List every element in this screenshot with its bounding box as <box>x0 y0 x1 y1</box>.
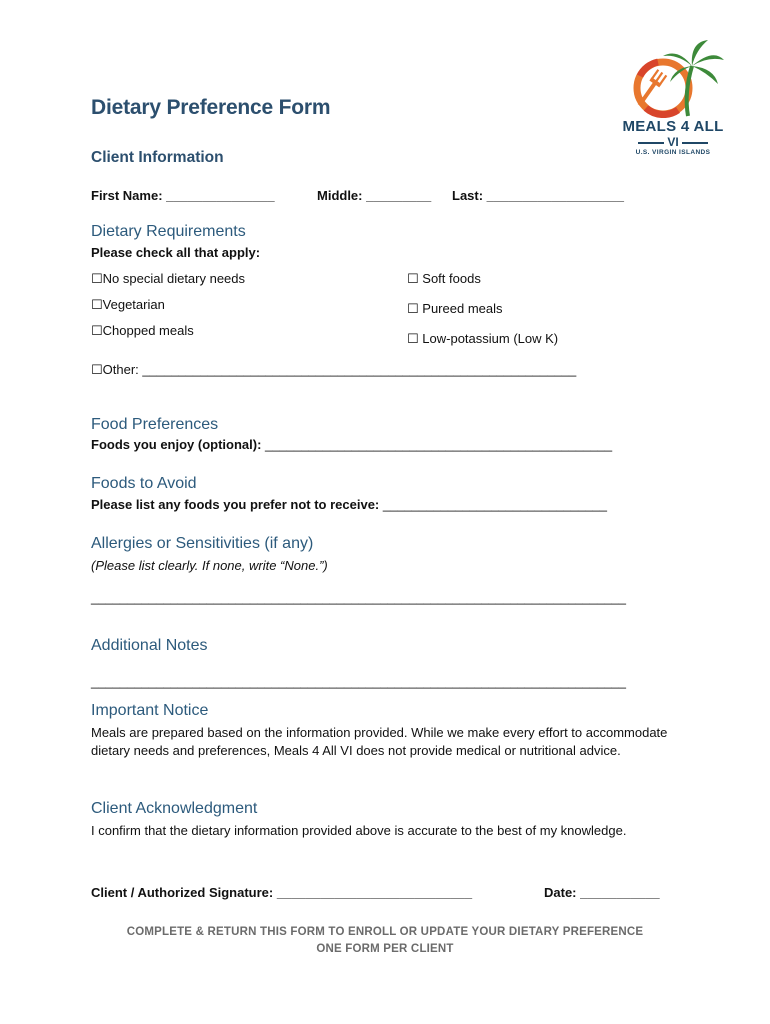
notes-heading: Additional Notes <box>91 637 208 654</box>
food-prefs-prompt: Foods you enjoy (optional): <box>91 437 266 452</box>
food-prefs-heading: Food Preferences <box>91 416 219 433</box>
checkbox-icon[interactable]: ☐ <box>407 272 419 287</box>
allergies-note: (Please list clearly. If none, write “None.”) <box>91 558 328 573</box>
checkbox-icon[interactable]: ☐ <box>91 324 103 339</box>
checkbox-icon[interactable]: ☐ <box>91 363 103 378</box>
option-pureed-meals[interactable] <box>407 301 503 317</box>
option-label: Vegetarian <box>102 297 165 312</box>
option-chopped-meals[interactable] <box>91 323 194 339</box>
option-label: Pureed meals <box>422 301 503 316</box>
option-label: No special dietary needs <box>102 271 246 286</box>
logo-tagline: U.S. VIRGIN ISLANDS <box>635 149 711 156</box>
avoid-line[interactable]: _______________________________ <box>382 497 608 512</box>
allergies-line[interactable]: __________________________________________________________________________ <box>91 590 627 605</box>
ack-body: I confirm that the dietary information provided above is accurate to the best of my knowledge. <box>91 823 627 838</box>
checkbox-icon[interactable]: ☐ <box>407 302 419 317</box>
logo-vi: VI <box>667 135 679 149</box>
option-low-potassium[interactable] <box>407 331 558 347</box>
option-vegetarian[interactable] <box>91 297 165 313</box>
notes-line[interactable]: __________________________________________________________________________ <box>91 674 627 689</box>
option-label: Soft foods <box>422 271 481 286</box>
option-no-special-needs[interactable] <box>91 271 245 287</box>
avoid-prompt: Please list any foods you prefer not to receive: <box>91 497 383 512</box>
avoid-row[interactable] <box>91 497 607 512</box>
logo-vi-row <box>618 136 728 150</box>
date-field[interactable]: Date: ___________ <box>544 885 660 900</box>
signature-field[interactable]: Client / Authorized Signature: ___________________________ <box>91 885 473 900</box>
option-label: Low-potassium (Low K) <box>422 331 559 346</box>
food-prefs-line[interactable]: ________________________________________________ <box>265 437 613 452</box>
logo-name: MEALS 4 ALL <box>622 118 724 135</box>
notice-heading: Important Notice <box>91 702 209 719</box>
client-info-heading: Client Information <box>91 149 224 166</box>
first-name-field[interactable]: First Name: _______________ <box>91 188 275 203</box>
last-name-field[interactable]: Last: ___________________ <box>452 188 625 203</box>
footer-note: ONE FORM PER CLIENT <box>316 943 454 955</box>
notice-body: Meals are prepared based on the information provided. While we make every effort to accommodate dietary needs and preferences, Meals 4 All VI does not provide medical or nutritional advice. <box>91 725 668 758</box>
logo-rule-right <box>682 142 708 144</box>
checkbox-icon[interactable]: ☐ <box>91 298 103 313</box>
other-field[interactable]: Other: ____________________________________________________________ <box>102 362 577 377</box>
meals-4-all-logo <box>618 38 728 163</box>
palm-plate-fork-icon <box>618 38 728 118</box>
avoid-heading: Foods to Avoid <box>91 475 197 492</box>
checkbox-icon[interactable]: ☐ <box>407 332 419 347</box>
footer-instruction: COMPLETE & RETURN THIS FORM TO ENROLL OR UPDATE YOUR DIETARY PREFERENCE <box>126 926 644 938</box>
option-soft-foods[interactable] <box>407 271 481 287</box>
option-other[interactable] <box>91 362 576 378</box>
checkbox-icon[interactable]: ☐ <box>91 272 103 287</box>
dietary-heading: Dietary Requirements <box>91 223 246 240</box>
middle-name-field[interactable]: Middle: _________ <box>317 188 432 203</box>
page-title: Dietary Preference Form <box>91 96 331 119</box>
food-prefs-row[interactable] <box>91 437 612 452</box>
option-label: Chopped meals <box>102 323 194 338</box>
ack-heading: Client Acknowledgment <box>91 800 258 817</box>
allergies-heading: Allergies or Sensitivities (if any) <box>91 535 314 552</box>
dietary-instruction: Please check all that apply: <box>91 245 261 260</box>
